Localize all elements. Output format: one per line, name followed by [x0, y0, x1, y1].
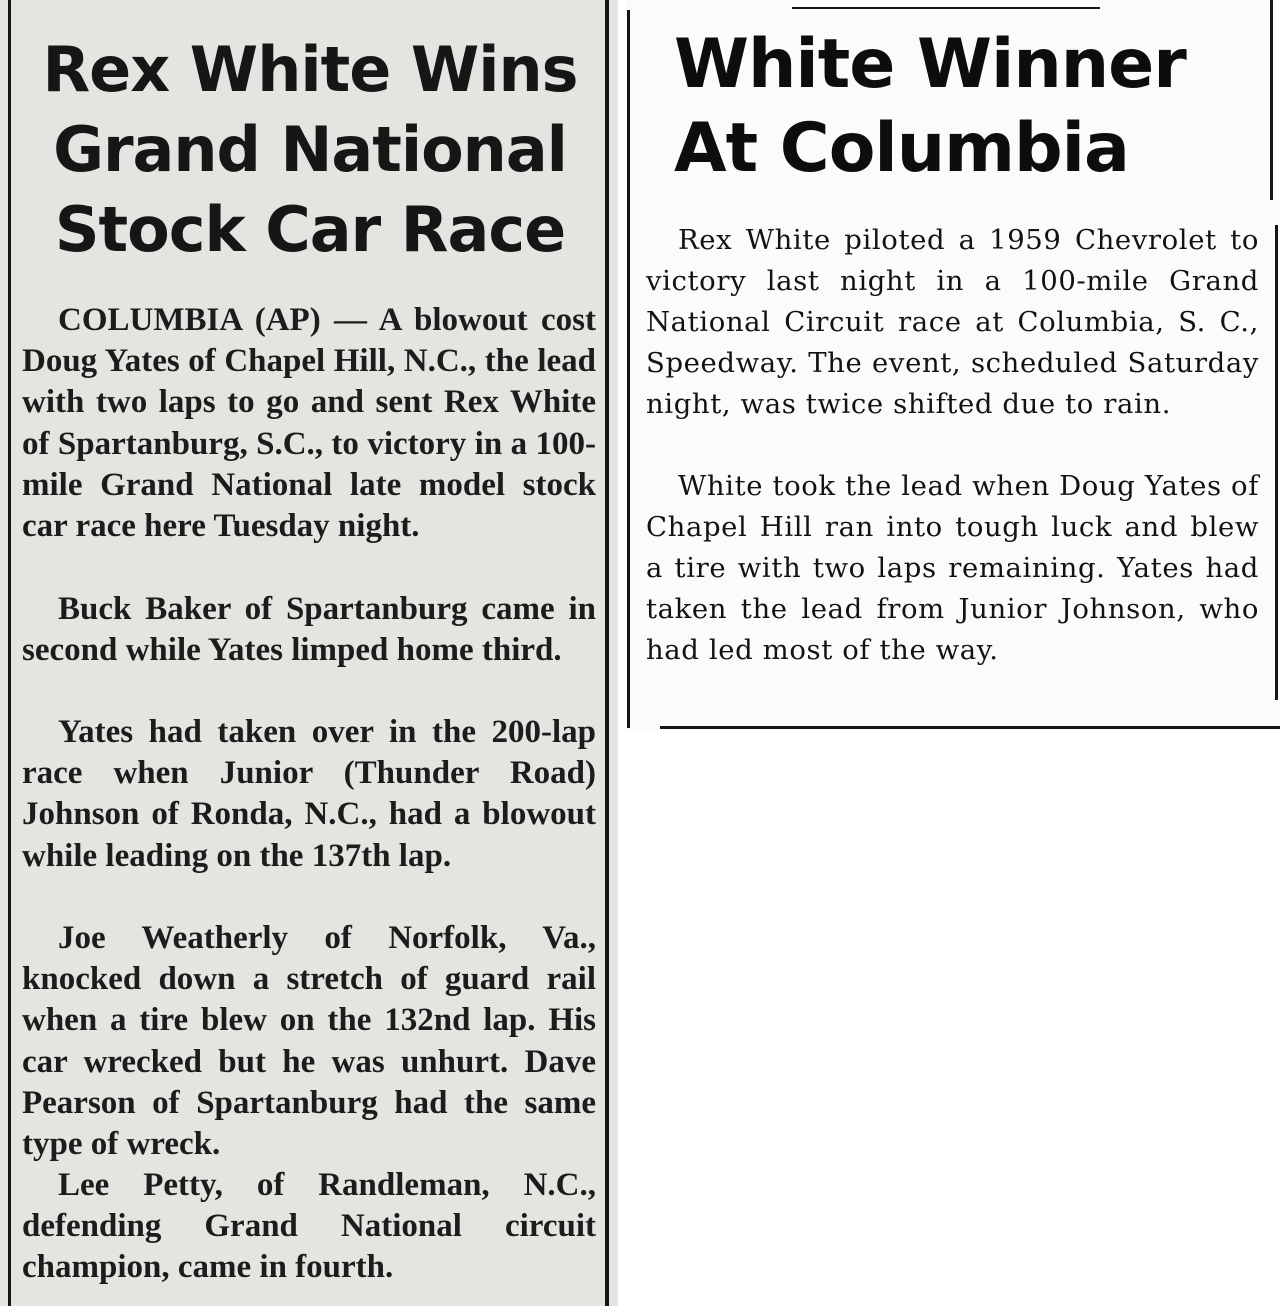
- left-paragraph-4: Joe Weatherly of Norfolk, Va., knocked down a stretch of guard rail when a tire blew on the 132nd lap. His car wrecked but he was unhurt. Dave Pearson of Spartanburg had the same type of wreck.: [22, 920, 596, 1163]
- left-paragraph-1: COLUMBIA (AP) — A blowout cost Doug Yates of Chapel Hill, N.C., the lead with two laps to go and sent Rex White of Spartanburg, S.C., to victory in a 100-mile Grand National late model stock car race here Tuesday night.: [22, 302, 596, 545]
- left-paragraph-5: Lee Petty, of Randleman, N.C., defending Grand National circuit champion, came in fourth.: [22, 1167, 596, 1286]
- right-column-rule-left: [627, 10, 630, 728]
- left-paragraph-3: Yates had taken over in the 200-lap race when Junior (Thunder Road) Johnson of Ronda, N.C., had a blowout while leading on the 137th lap.: [22, 714, 596, 874]
- right-column-rule-right-lower: [1275, 225, 1278, 700]
- left-headline-line-2: Grand National: [53, 113, 567, 186]
- right-headline-line-1: White Winner: [674, 25, 1186, 104]
- left-paragraph-2: Buck Baker of Spartanburg came in second while Yates limped home third.: [22, 591, 596, 669]
- right-paragraph-2: White took the lead when Doug Yates of Chapel Hill ran into tough luck and blew a tire with two laps remaining. Yates had taken the lead from Junior Johnson, who had led most of the way.: [646, 470, 1259, 666]
- left-headline-line-3: Stock Car Race: [54, 193, 566, 266]
- left-headline-line-1: Rex White Wins: [42, 33, 578, 106]
- left-column-rule-left: [8, 0, 11, 1306]
- right-top-rule: [792, 7, 1100, 9]
- left-column-rule-right: [605, 0, 609, 1306]
- right-bottom-rule: [660, 726, 1280, 729]
- right-paragraph-1: Rex White piloted a 1959 Chevrolet to victory last night in a 100-mile Grand National Circuit race at Columbia, S. C., Speedway. The event, scheduled Saturday night, was twice shifted due to rain.: [646, 224, 1259, 420]
- right-headline-line-2: At Columbia: [674, 109, 1129, 188]
